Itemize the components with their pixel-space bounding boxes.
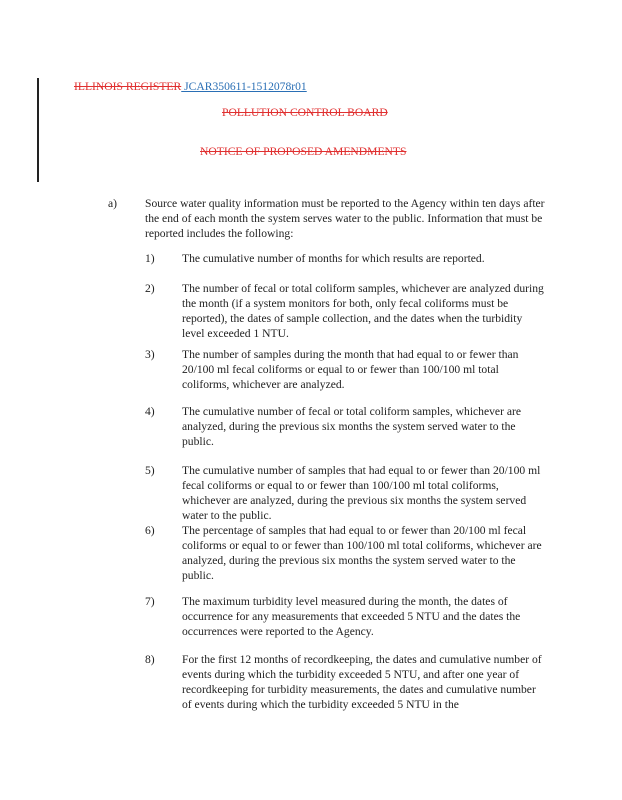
item-text: The cumulative number of samples that had equal to or fewer than 20/100 ml fecal coliforms or equal to or fewer than 100/100 ml total coliforms, whichever are analyzed, during the previous six months the system served water to the public. (182, 464, 541, 522)
notice-heading: NOTICE OF PROPOSED AMENDMENTS (200, 145, 407, 158)
item-label: 8) (145, 653, 155, 666)
item-label: 2) (145, 282, 155, 295)
item-text: The maximum turbidity level measured during the month, the dates of occurrence for any measurements that exceeded 5 NTU and the dates the occurrences were reported to the Agency. (182, 595, 521, 638)
item-text: The number of samples during the month that had equal to or fewer than 20/100 ml fecal coliforms or equal to or fewer than 100/100 ml total coliforms, whichever are analyzed. (182, 348, 519, 391)
change-bar (37, 78, 39, 182)
agency-heading: POLLUTION CONTROL BOARD (222, 106, 388, 119)
deleted-register-text: ILLINOIS REGISTER (74, 80, 182, 93)
section-text: Source water quality information must be reported to the Agency within ten days after the end of each month the system serves water to the public. Information that must be reported includes the following: (145, 197, 545, 240)
item-label: 4) (145, 405, 155, 418)
register-header (74, 80, 307, 93)
item-text: The percentage of samples that had equal to or fewer than 20/100 ml fecal coliforms or equal to or fewer than 100/100 ml total coliforms, whichever are analyzed, during the previous six months the system served water to the public. (182, 524, 542, 582)
item-label: 7) (145, 595, 155, 608)
item-label: 6) (145, 524, 155, 537)
item-text: The number of fecal or total coliform samples, whichever are analyzed during the month (if a system monitors for both, only fecal coliforms must be reported), the dates of sample collection, and the dates when the turbidity level exceeded 1 NTU. (182, 282, 544, 340)
item-label: 5) (145, 464, 155, 477)
section-label: a) (108, 197, 118, 210)
item-label: 3) (145, 348, 155, 361)
item-label: 1) (145, 252, 155, 265)
inserted-jcar-id: JCAR350611-1512078r01 (181, 80, 307, 93)
item-text: For the first 12 months of recordkeeping, the dates and cumulative number of events during which the turbidity exceeded 5 NTU, and after one year of recordkeeping for turbidity measurements, the dates and cumulative number of events during which the turbidity exceeded 5 NTU in the (182, 653, 542, 711)
item-text: The cumulative number of fecal or total coliform samples, whichever are analyzed, during the previous six months the system served water to the public. (182, 405, 521, 448)
item-text: The cumulative number of months for which results are reported. (182, 252, 485, 265)
